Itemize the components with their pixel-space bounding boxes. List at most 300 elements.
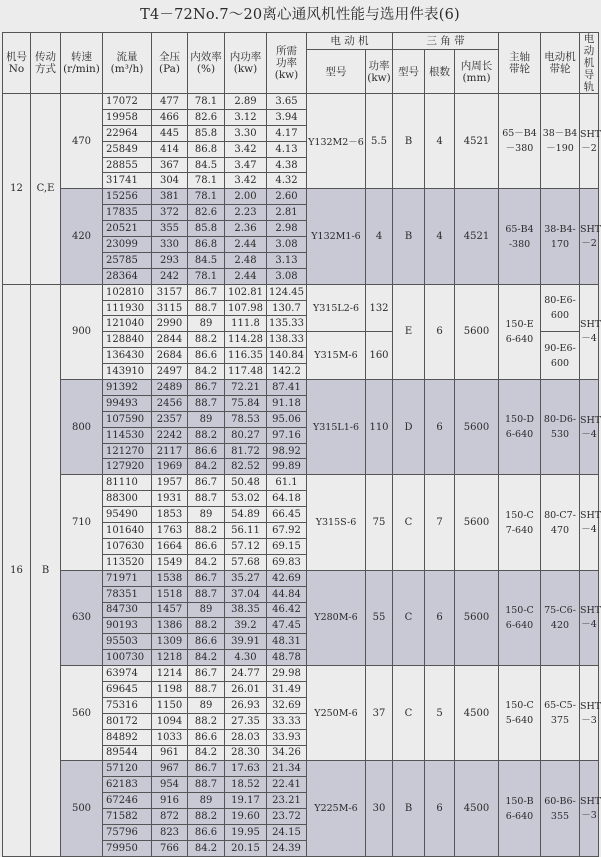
motor-pulley-cell: 38－B4 －190 (541, 94, 580, 189)
motor-power-cell: 37 (366, 666, 393, 761)
internal-power-cell: 56.11 (225, 523, 267, 539)
internal-power-cell: 17.63 (225, 761, 267, 777)
speed-cell: 630 (61, 570, 103, 665)
motor-model-cell: Y132M2－6 (307, 94, 366, 189)
pressure-cell: 2497 (152, 364, 188, 380)
required-power-cell: 2.98 (267, 221, 307, 237)
flow-cell: 102810 (103, 284, 152, 300)
flow-cell: 69645 (103, 681, 152, 697)
motor-rail-cell: SHT－4 (580, 284, 599, 379)
internal-power-cell: 19.60 (225, 809, 267, 825)
belt-count-cell: 6 (425, 380, 455, 475)
flow-cell: 17835 (103, 205, 152, 221)
efficiency-cell: 82.6 (188, 205, 225, 221)
required-power-cell: 4.13 (267, 141, 307, 157)
required-power-cell: 24.15 (267, 824, 307, 840)
internal-power-cell: 2.23 (225, 205, 267, 221)
belt-model-cell: E (393, 284, 425, 379)
pressure-cell: 1853 (152, 507, 188, 523)
internal-power-cell: 57.12 (225, 538, 267, 554)
internal-power-cell: 81.72 (225, 443, 267, 459)
internal-power-cell: 117.48 (225, 364, 267, 380)
motor-power-cell: 110 (366, 380, 393, 475)
required-power-cell: 44.84 (267, 586, 307, 602)
pressure-cell: 872 (152, 809, 188, 825)
efficiency-cell: 85.8 (188, 125, 225, 141)
required-power-cell: 29.98 (267, 666, 307, 682)
flow-cell: 22964 (103, 125, 152, 141)
efficiency-cell: 84.2 (188, 459, 225, 475)
required-power-cell: 138.33 (267, 332, 307, 348)
machine-no-cell: 16 (3, 284, 31, 856)
pressure-cell: 2489 (152, 380, 188, 396)
pressure-cell: 967 (152, 761, 188, 777)
main-pulley-cell: 150-C 5-640 (499, 666, 541, 761)
internal-power-cell: 26.01 (225, 681, 267, 697)
flow-cell: 17072 (103, 94, 152, 110)
flow-cell: 121040 (103, 316, 152, 332)
table-row (3, 284, 599, 300)
flow-cell: 75796 (103, 824, 152, 840)
required-power-cell: 140.84 (267, 348, 307, 364)
flow-cell: 107590 (103, 411, 152, 427)
required-power-cell: 130.7 (267, 300, 307, 316)
internal-power-cell: 3.42 (225, 141, 267, 157)
main-pulley-cell: 150-C 6-640 (499, 570, 541, 665)
pressure-cell: 1549 (152, 554, 188, 570)
belt-model-cell: B (393, 761, 425, 856)
drive-mode-cell: C,E (31, 94, 61, 285)
efficiency-cell: 86.6 (188, 348, 225, 364)
required-power-cell: 95.06 (267, 411, 307, 427)
motor-model-cell: Y250M-6 (307, 666, 366, 761)
motor-power-cell: 160 (366, 332, 393, 380)
flow-cell: 128840 (103, 332, 152, 348)
efficiency-cell: 86.7 (188, 761, 225, 777)
internal-power-cell: 75.84 (225, 395, 267, 411)
internal-power-cell: 78.53 (225, 411, 267, 427)
belt-count-cell: 4 (425, 189, 455, 284)
pressure-cell: 372 (152, 205, 188, 221)
required-power-cell: 31.49 (267, 681, 307, 697)
required-power-cell: 22.41 (267, 777, 307, 793)
header-internal-efficiency: 内效率 (%) (188, 33, 225, 94)
pressure-cell: 1969 (152, 459, 188, 475)
motor-rail-cell: SHT－2 (580, 94, 599, 189)
machine-no-cell: 12 (3, 94, 31, 285)
speed-cell: 800 (61, 380, 103, 475)
required-power-cell: 4.38 (267, 157, 307, 173)
required-power-cell: 3.08 (267, 237, 307, 253)
internal-power-cell: 28.03 (225, 729, 267, 745)
required-power-cell: 135.33 (267, 316, 307, 332)
internal-power-cell: 50.48 (225, 475, 267, 491)
flow-cell: 23099 (103, 237, 152, 253)
pressure-cell: 3157 (152, 284, 188, 300)
flow-cell: 78351 (103, 586, 152, 602)
efficiency-cell: 89 (188, 316, 225, 332)
efficiency-cell: 84.2 (188, 745, 225, 761)
belt-count-cell: 6 (425, 761, 455, 856)
efficiency-cell: 89 (188, 411, 225, 427)
required-power-cell: 46.42 (267, 602, 307, 618)
required-power-cell: 99.89 (267, 459, 307, 475)
required-power-cell: 61.1 (267, 475, 307, 491)
fan-performance-table (2, 32, 599, 857)
flow-cell: 111930 (103, 300, 152, 316)
motor-rail-cell: SHT－3 (580, 666, 599, 761)
header-required-power: 所需 功率 (kw) (267, 33, 307, 94)
motor-model-cell: Y132M1-6 (307, 189, 366, 284)
motor-model-cell: Y315S-6 (307, 475, 366, 570)
motor-pulley-cell: 65-C5- 375 (541, 666, 580, 761)
efficiency-cell: 89 (188, 507, 225, 523)
table-row (3, 189, 599, 205)
motor-power-cell: 75 (366, 475, 393, 570)
efficiency-cell: 89 (188, 697, 225, 713)
flow-cell: 25785 (103, 252, 152, 268)
motor-pulley-cell: 80-D6- 530 (541, 380, 580, 475)
internal-power-cell: 114.28 (225, 332, 267, 348)
main-pulley-cell: 150-B 6-640 (499, 761, 541, 856)
required-power-cell: 34.26 (267, 745, 307, 761)
required-power-cell: 98.92 (267, 443, 307, 459)
efficiency-cell: 88.7 (188, 681, 225, 697)
pressure-cell: 1664 (152, 538, 188, 554)
flow-cell: 25849 (103, 141, 152, 157)
internal-power-cell: 39.2 (225, 618, 267, 634)
internal-power-cell: 37.04 (225, 586, 267, 602)
belt-model-cell: B (393, 94, 425, 189)
pressure-cell: 367 (152, 157, 188, 173)
internal-power-cell: 18.52 (225, 777, 267, 793)
efficiency-cell: 88.7 (188, 395, 225, 411)
pressure-cell: 414 (152, 141, 188, 157)
flow-cell: 88300 (103, 491, 152, 507)
efficiency-cell: 86.6 (188, 634, 225, 650)
table-row (3, 570, 599, 586)
header-machine-no: 机号 No (3, 33, 31, 94)
pressure-cell: 2684 (152, 348, 188, 364)
internal-power-cell: 27.35 (225, 713, 267, 729)
motor-power-cell: 4 (366, 189, 393, 284)
internal-power-cell: 2.48 (225, 252, 267, 268)
internal-power-cell: 116.35 (225, 348, 267, 364)
internal-power-cell: 111.8 (225, 316, 267, 332)
flow-cell: 67246 (103, 793, 152, 809)
flow-cell: 28855 (103, 157, 152, 173)
belt-model-cell: D (393, 380, 425, 475)
motor-pulley-cell: 75-C6- 420 (541, 570, 580, 665)
flow-cell: 99493 (103, 395, 152, 411)
flow-cell: 113520 (103, 554, 152, 570)
header-motor-group: 电 动 机 (307, 33, 393, 50)
flow-cell: 15256 (103, 189, 152, 205)
pressure-cell: 1198 (152, 681, 188, 697)
required-power-cell: 97.16 (267, 427, 307, 443)
efficiency-cell: 88.2 (188, 523, 225, 539)
pressure-cell: 2844 (152, 332, 188, 348)
motor-power-cell: 5.5 (366, 94, 393, 189)
efficiency-cell: 88.7 (188, 300, 225, 316)
belt-length-cell: 5600 (455, 284, 499, 379)
flow-cell: 121270 (103, 443, 152, 459)
internal-power-cell: 3.42 (225, 173, 267, 189)
table-row (3, 94, 599, 110)
pressure-cell: 1538 (152, 570, 188, 586)
required-power-cell: 4.32 (267, 173, 307, 189)
internal-power-cell: 38.35 (225, 602, 267, 618)
pressure-cell: 1094 (152, 713, 188, 729)
pressure-cell: 823 (152, 824, 188, 840)
pressure-cell: 293 (152, 252, 188, 268)
efficiency-cell: 88.2 (188, 809, 225, 825)
efficiency-cell: 89 (188, 793, 225, 809)
flow-cell: 79950 (103, 840, 152, 856)
efficiency-cell: 86.6 (188, 729, 225, 745)
flow-cell: 62183 (103, 777, 152, 793)
motor-power-cell: 55 (366, 570, 393, 665)
internal-power-cell: 2.44 (225, 268, 267, 284)
efficiency-cell: 84.2 (188, 364, 225, 380)
required-power-cell: 4.17 (267, 125, 307, 141)
flow-cell: 136430 (103, 348, 152, 364)
header-motor-pulley: 电动机 带轮 (541, 33, 580, 94)
pressure-cell: 1931 (152, 491, 188, 507)
belt-length-cell: 4500 (455, 666, 499, 761)
required-power-cell: 47.45 (267, 618, 307, 634)
pressure-cell: 1214 (152, 666, 188, 682)
belt-count-cell: 4 (425, 94, 455, 189)
flow-cell: 80172 (103, 713, 152, 729)
internal-power-cell: 3.12 (225, 109, 267, 125)
flow-cell: 28364 (103, 268, 152, 284)
belt-length-cell: 5600 (455, 475, 499, 570)
main-pulley-cell: 150-E 6-640 (499, 284, 541, 379)
pressure-cell: 2990 (152, 316, 188, 332)
required-power-cell: 124.45 (267, 284, 307, 300)
belt-length-cell: 5600 (455, 570, 499, 665)
belt-length-cell: 5600 (455, 380, 499, 475)
pressure-cell: 1150 (152, 697, 188, 713)
pressure-cell: 1957 (152, 475, 188, 491)
pressure-cell: 466 (152, 109, 188, 125)
flow-cell: 20521 (103, 221, 152, 237)
motor-pulley-cell: 90-E6- 600 (541, 332, 580, 380)
efficiency-cell: 78.1 (188, 189, 225, 205)
belt-count-cell: 7 (425, 475, 455, 570)
pressure-cell: 3115 (152, 300, 188, 316)
pressure-cell: 477 (152, 94, 188, 110)
belt-model-cell: C (393, 570, 425, 665)
motor-model-cell: Y315L2-6 (307, 284, 366, 332)
header-belt-model: 型号 (393, 50, 425, 94)
efficiency-cell: 88.7 (188, 491, 225, 507)
efficiency-cell: 86.8 (188, 237, 225, 253)
internal-power-cell: 57.68 (225, 554, 267, 570)
table-row (3, 475, 599, 491)
flow-cell: 84892 (103, 729, 152, 745)
pressure-cell: 1218 (152, 650, 188, 666)
efficiency-cell: 86.7 (188, 380, 225, 396)
motor-rail-cell: SHT－4 (580, 380, 599, 475)
required-power-cell: 42.69 (267, 570, 307, 586)
speed-cell: 710 (61, 475, 103, 570)
required-power-cell: 32.69 (267, 697, 307, 713)
main-pulley-cell: 65－B4 －380 (499, 94, 541, 189)
flow-cell: 143910 (103, 364, 152, 380)
flow-cell: 100730 (103, 650, 152, 666)
table-row (3, 761, 599, 777)
internal-power-cell: 26.93 (225, 697, 267, 713)
header-belt-count: 根数 (425, 50, 455, 94)
efficiency-cell: 86.7 (188, 666, 225, 682)
motor-pulley-cell: 38-B4- 170 (541, 189, 580, 284)
required-power-cell: 3.08 (267, 268, 307, 284)
flow-cell: 114530 (103, 427, 152, 443)
internal-power-cell: 53.02 (225, 491, 267, 507)
flow-cell: 95503 (103, 634, 152, 650)
flow-cell: 31741 (103, 173, 152, 189)
efficiency-cell: 88.2 (188, 713, 225, 729)
main-pulley-cell: 150-D 6-640 (499, 380, 541, 475)
motor-power-cell: 30 (366, 761, 393, 856)
efficiency-cell: 86.6 (188, 538, 225, 554)
internal-power-cell: 19.17 (225, 793, 267, 809)
internal-power-cell: 54.89 (225, 507, 267, 523)
motor-rail-cell: SHT－4 (580, 475, 599, 570)
required-power-cell: 66.45 (267, 507, 307, 523)
required-power-cell: 91.18 (267, 395, 307, 411)
flow-cell: 19958 (103, 109, 152, 125)
flow-cell: 71971 (103, 570, 152, 586)
required-power-cell: 48.31 (267, 634, 307, 650)
speed-cell: 900 (61, 284, 103, 379)
efficiency-cell: 89 (188, 602, 225, 618)
motor-model-cell: Y280M-6 (307, 570, 366, 665)
belt-count-cell: 5 (425, 666, 455, 761)
efficiency-cell: 85.8 (188, 221, 225, 237)
efficiency-cell: 82.6 (188, 109, 225, 125)
required-power-cell: 2.60 (267, 189, 307, 205)
pressure-cell: 2242 (152, 427, 188, 443)
required-power-cell: 69.15 (267, 538, 307, 554)
motor-model-cell: Y315L1-6 (307, 380, 366, 475)
belt-length-cell: 4521 (455, 189, 499, 284)
required-power-cell: 87.41 (267, 380, 307, 396)
internal-power-cell: 3.47 (225, 157, 267, 173)
flow-cell: 75316 (103, 697, 152, 713)
internal-power-cell: 80.27 (225, 427, 267, 443)
required-power-cell: 21.34 (267, 761, 307, 777)
internal-power-cell: 2.00 (225, 189, 267, 205)
pressure-cell: 1518 (152, 586, 188, 602)
efficiency-cell: 88.2 (188, 427, 225, 443)
motor-rail-cell: SHT－2 (580, 189, 599, 284)
belt-length-cell: 4500 (455, 761, 499, 856)
required-power-cell: 33.33 (267, 713, 307, 729)
efficiency-cell: 86.8 (188, 141, 225, 157)
header-drive-mode: 传动 方式 (31, 33, 61, 94)
header-speed: 转速 (r/min) (61, 33, 103, 94)
internal-power-cell: 20.15 (225, 840, 267, 856)
efficiency-cell: 78.1 (188, 268, 225, 284)
required-power-cell: 33.93 (267, 729, 307, 745)
speed-cell: 560 (61, 666, 103, 761)
efficiency-cell: 86.7 (188, 284, 225, 300)
header-motor-rail: 电动机 导轨 (580, 33, 599, 94)
efficiency-cell: 88.2 (188, 332, 225, 348)
pressure-cell: 766 (152, 840, 188, 856)
flow-cell: 91392 (103, 380, 152, 396)
flow-cell: 71582 (103, 809, 152, 825)
internal-power-cell: 82.52 (225, 459, 267, 475)
pressure-cell: 381 (152, 189, 188, 205)
efficiency-cell: 84.2 (188, 650, 225, 666)
header-pressure: 全压 (Pa) (152, 33, 188, 94)
main-pulley-cell: 65-B4 -380 (499, 189, 541, 284)
pressure-cell: 1457 (152, 602, 188, 618)
required-power-cell: 3.13 (267, 252, 307, 268)
efficiency-cell: 84.5 (188, 252, 225, 268)
pressure-cell: 2117 (152, 443, 188, 459)
pressure-cell: 2357 (152, 411, 188, 427)
pressure-cell: 330 (152, 237, 188, 253)
flow-cell: 63974 (103, 666, 152, 682)
flow-cell: 95490 (103, 507, 152, 523)
efficiency-cell: 84.5 (188, 157, 225, 173)
belt-model-cell: B (393, 189, 425, 284)
internal-power-cell: 102.81 (225, 284, 267, 300)
motor-power-cell: 132 (366, 284, 393, 332)
internal-power-cell: 2.36 (225, 221, 267, 237)
internal-power-cell: 28.30 (225, 745, 267, 761)
efficiency-cell: 84.2 (188, 840, 225, 856)
pressure-cell: 1309 (152, 634, 188, 650)
motor-pulley-cell: 80-C7- 470 (541, 475, 580, 570)
flow-cell: 89544 (103, 745, 152, 761)
table-row (3, 380, 599, 396)
pressure-cell: 445 (152, 125, 188, 141)
pressure-cell: 355 (152, 221, 188, 237)
required-power-cell: 23.21 (267, 793, 307, 809)
internal-power-cell: 3.30 (225, 125, 267, 141)
speed-cell: 470 (61, 94, 103, 189)
pressure-cell: 1763 (152, 523, 188, 539)
internal-power-cell: 107.98 (225, 300, 267, 316)
internal-power-cell: 35.27 (225, 570, 267, 586)
required-power-cell: 3.65 (267, 94, 307, 110)
required-power-cell: 69.83 (267, 554, 307, 570)
flow-cell: 84730 (103, 602, 152, 618)
table-row (3, 666, 599, 682)
efficiency-cell: 88.2 (188, 618, 225, 634)
motor-pulley-cell: 60-B6- 355 (541, 761, 580, 856)
page-title: T4－72No.7～20离心通风机性能与选用件表(6) (140, 7, 460, 23)
belt-model-cell: C (393, 666, 425, 761)
belt-length-cell: 4521 (455, 94, 499, 189)
flow-cell: 90193 (103, 618, 152, 634)
efficiency-cell: 88.7 (188, 777, 225, 793)
header-motor-power: 功率 (kw) (366, 50, 393, 94)
efficiency-cell: 78.1 (188, 173, 225, 189)
main-pulley-cell: 150-C 7-640 (499, 475, 541, 570)
required-power-cell: 2.81 (267, 205, 307, 221)
header-belt-length: 内周长 (mm) (455, 50, 499, 94)
efficiency-cell: 86.7 (188, 570, 225, 586)
belt-model-cell: C (393, 475, 425, 570)
flow-cell: 101640 (103, 523, 152, 539)
